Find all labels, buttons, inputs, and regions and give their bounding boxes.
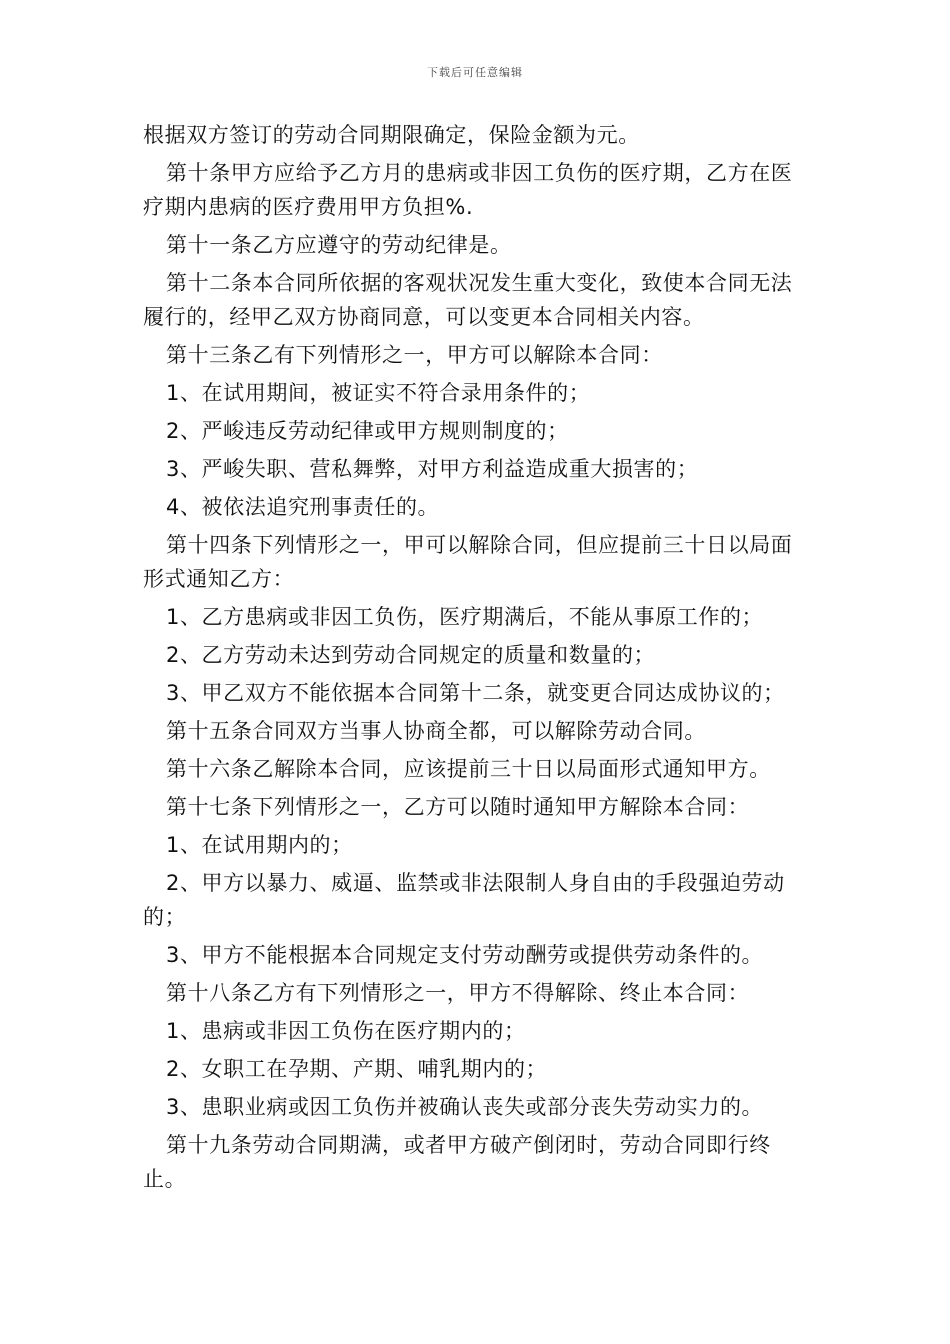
paragraph-article-19: 第十九条劳动合同期满，或者甲方破产倒闭时，劳动合同即行终止。 bbox=[143, 1133, 771, 1191]
list-item: 2、女职工在孕期、产期、哺乳期内的； bbox=[166, 1057, 548, 1081]
list-item: 2、乙方劳动未达到劳动合同规定的质量和数量的； bbox=[166, 643, 656, 667]
list-item: 1、患病或非因工负伤在医疗期内的； bbox=[166, 1019, 526, 1043]
list-item: 3、甲方不能根据本合同规定支付劳动酬劳或提供劳动条件的。 bbox=[166, 943, 764, 967]
document-body bbox=[143, 118, 813, 1200]
paragraph-article-17: 第十七条下列情形之一，乙方可以随时通知甲方解除本合同： bbox=[166, 795, 750, 819]
paragraph-article-13: 第十三条乙有下列情形之一，甲方可以解除本合同： bbox=[166, 343, 663, 367]
paragraph-article-15: 第十五条合同双方当事人协商全都，可以解除劳动合同。 bbox=[166, 719, 706, 743]
list-item: 1、在试用期间，被证实不符合录用条件的； bbox=[166, 381, 591, 405]
list-item: 2、甲方以暴力、威逼、监禁或非法限制人身自由的手段强迫劳动的； bbox=[143, 871, 785, 929]
paragraph-article-16: 第十六条乙解除本合同，应该提前三十日以局面形式通知甲方。 bbox=[166, 757, 771, 781]
paragraph-continuation: 根据双方签订的劳动合同期限确定，保险金额为元。 bbox=[143, 123, 640, 147]
list-item: 1、在试用期内的； bbox=[166, 833, 353, 857]
paragraph-article-18: 第十八条乙方有下列情形之一，甲方不得解除、终止本合同： bbox=[166, 981, 750, 1005]
list-item: 1、乙方患病或非因工负伤，医疗期满后，不能从事原工作的； bbox=[166, 605, 764, 629]
paragraph-article-14: 第十四条下列情形之一，甲可以解除合同，但应提前三十日以局面形式通知乙方： bbox=[143, 533, 793, 591]
list-item: 2、严峻违反劳动纪律或甲方规则制度的； bbox=[166, 419, 569, 443]
list-item: 3、严峻失职、营私舞弊，对甲方利益造成重大损害的； bbox=[166, 457, 699, 481]
list-item: 4、被依法追究刑事责任的。 bbox=[166, 495, 440, 519]
paragraph-article-11: 第十一条乙方应遵守的劳动纪律是。 bbox=[166, 233, 512, 257]
paragraph-article-12: 第十二条本合同所依据的客观状况发生重大变化，致使本合同无法履行的，经甲乙双方协商同意，可以变更本合同相关内容。 bbox=[143, 271, 793, 329]
list-item: 3、患职业病或因工负伤并被确认丧失或部分丧失劳动实力的。 bbox=[166, 1095, 764, 1119]
paragraph-article-10: 第十条甲方应给予乙方月的患病或非因工负伤的医疗期，乙方在医疗期内患病的医疗费用甲方负担%. bbox=[143, 161, 793, 219]
list-item: 3、甲乙双方不能依据本合同第十二条，就变更合同达成协议的； bbox=[166, 681, 785, 705]
page-header: 下载后可任意编辑 bbox=[427, 66, 523, 79]
